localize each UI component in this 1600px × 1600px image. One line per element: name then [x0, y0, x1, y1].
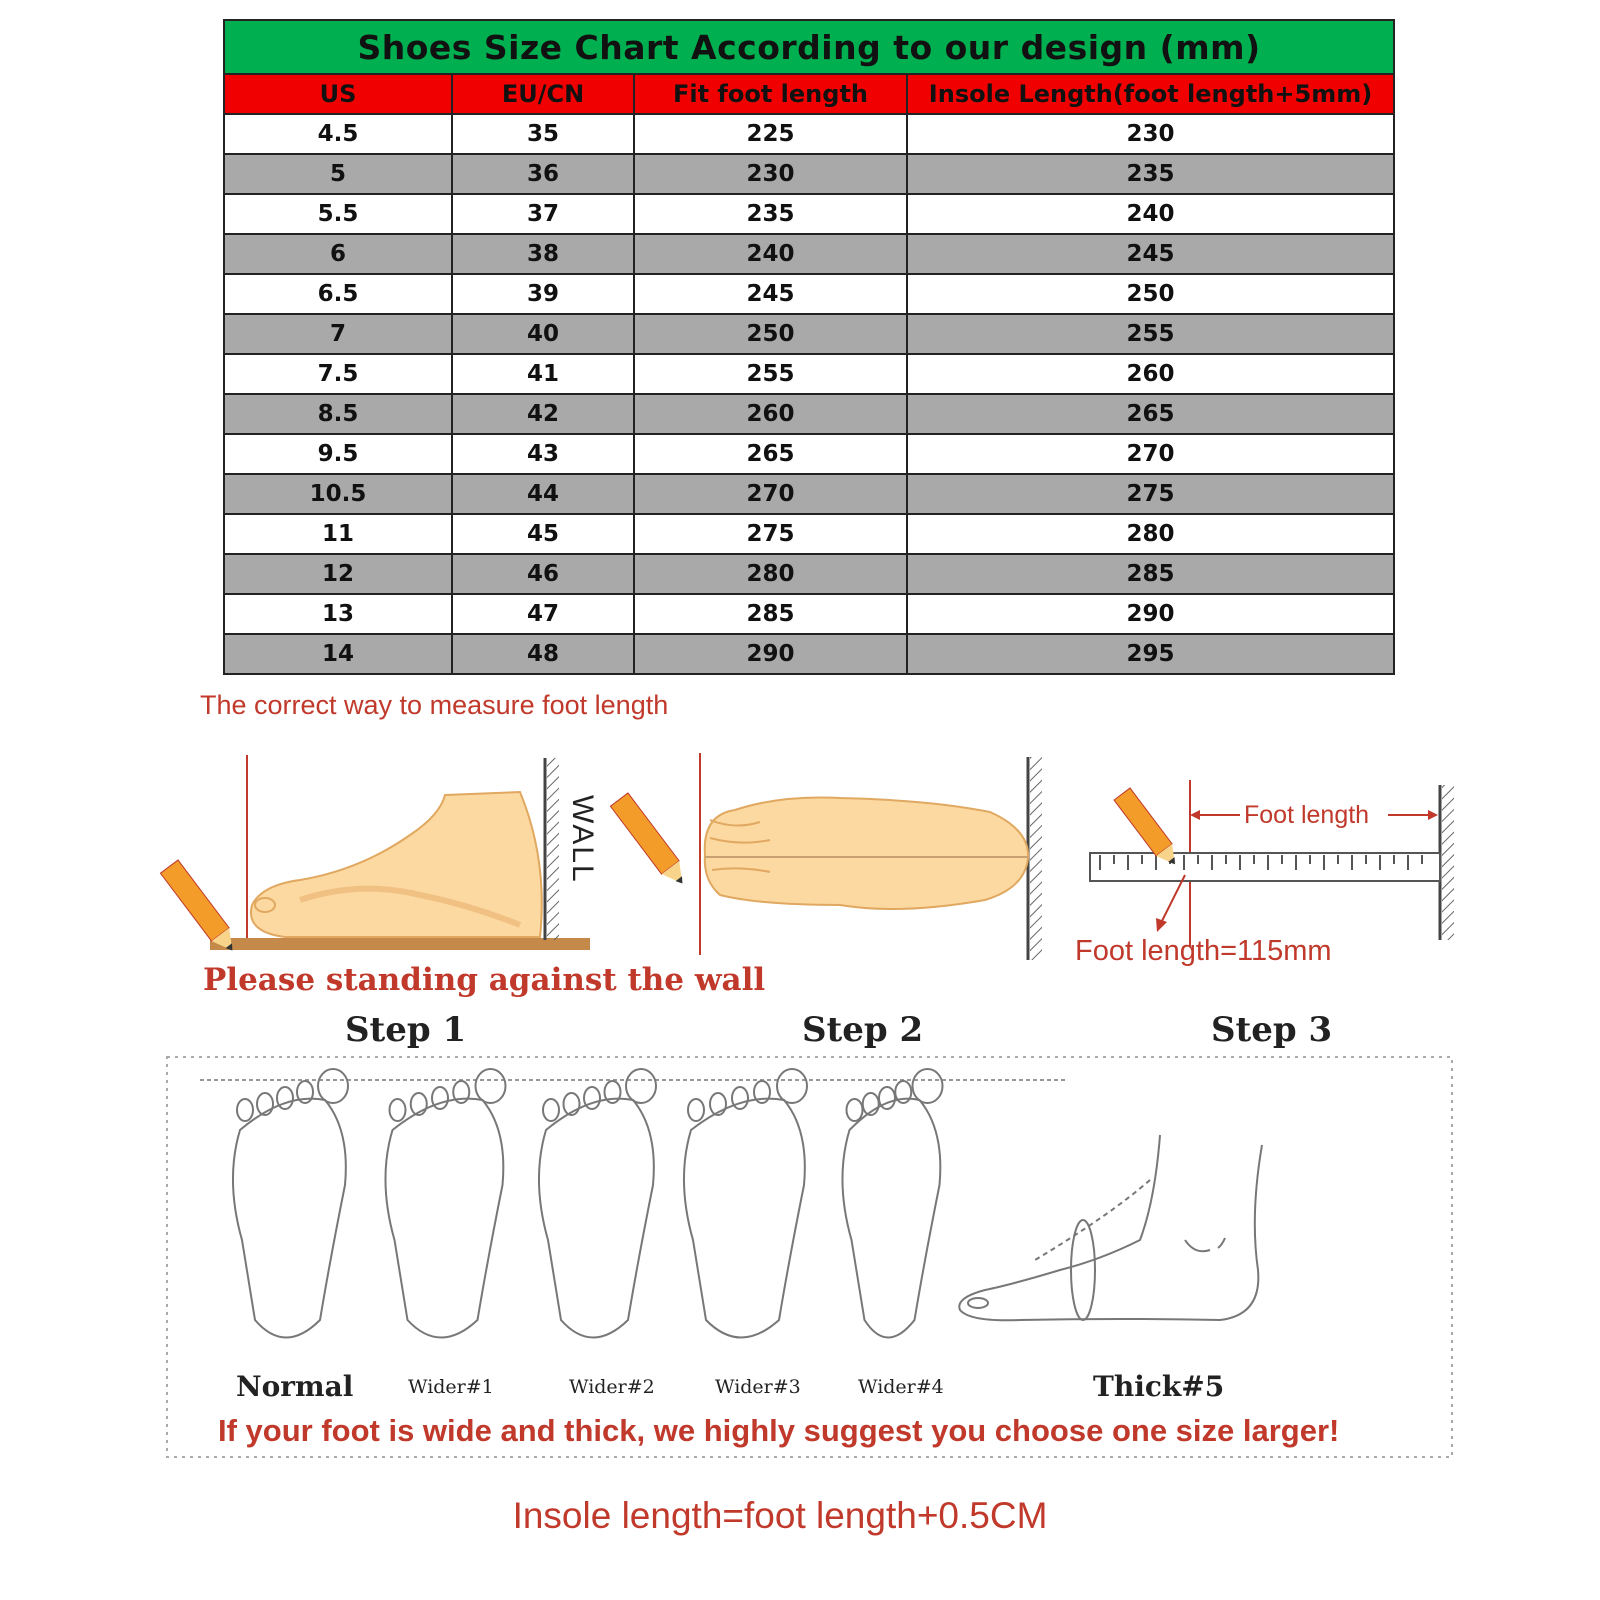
- table-cell: 245: [907, 234, 1394, 274]
- table-cell: 225: [634, 114, 907, 154]
- table-cell: 270: [634, 474, 907, 514]
- table-cell: 275: [634, 514, 907, 554]
- foot-outline-icon: [539, 1099, 654, 1338]
- table-cell: 250: [634, 314, 907, 354]
- foot-type-wider-1: Wider#1: [408, 1376, 494, 1398]
- toe-icon: [732, 1087, 748, 1109]
- table-cell: 290: [634, 634, 907, 674]
- foot-type-thick-5: Thick#5: [1093, 1370, 1225, 1403]
- measure-section-title: The correct way to measure foot length: [200, 690, 669, 720]
- foot-length-label: Foot length: [1244, 801, 1370, 829]
- table-cell: 35: [452, 114, 634, 154]
- foot-type-normal: Normal: [236, 1370, 354, 1403]
- table-cell: 45: [452, 514, 634, 554]
- column-header: Insole Length(foot length+5mm): [907, 74, 1394, 114]
- table-cell: 39: [452, 274, 634, 314]
- foot-thick-icon: [959, 1135, 1262, 1320]
- table-cell: 240: [634, 234, 907, 274]
- pencil-icon: [160, 860, 241, 957]
- wall-label: WALL: [566, 795, 599, 884]
- table-cell: 46: [452, 554, 634, 594]
- toe-icon: [237, 1099, 253, 1121]
- wall-icon: [545, 758, 559, 940]
- table-cell: 280: [907, 514, 1394, 554]
- foot-outline-icon: [385, 1099, 503, 1338]
- toe-icon: [432, 1087, 448, 1109]
- table-cell: 255: [907, 314, 1394, 354]
- toe-icon: [626, 1069, 656, 1103]
- foot-outline-icon: [684, 1099, 805, 1338]
- table-cell: 265: [634, 434, 907, 474]
- foot-length-example: Foot length=115mm: [1075, 935, 1332, 967]
- insole-footnote: Insole length=foot length+0.5CM: [512, 1495, 1048, 1536]
- table-cell: 7: [224, 314, 452, 354]
- column-header: Fit foot length: [634, 74, 907, 114]
- table-cell: 11: [224, 514, 452, 554]
- table-cell: 7.5: [224, 354, 452, 394]
- floor: [210, 938, 590, 950]
- step2-illustration: [610, 753, 1042, 960]
- toe-icon: [543, 1099, 559, 1121]
- toe-icon: [879, 1087, 895, 1109]
- table-cell: 245: [634, 274, 907, 314]
- table-cell: 6.5: [224, 274, 452, 314]
- table-cell: 5.5: [224, 194, 452, 234]
- table-cell: 44: [452, 474, 634, 514]
- pencil-icon: [610, 793, 691, 890]
- toe-icon: [584, 1087, 600, 1109]
- table-cell: 240: [907, 194, 1394, 234]
- table-cell: 280: [634, 554, 907, 594]
- table-cell: 250: [907, 274, 1394, 314]
- column-header: US: [224, 74, 452, 114]
- table-cell: 235: [907, 154, 1394, 194]
- table-cell: 9.5: [224, 434, 452, 474]
- foot-types-frame: [167, 1057, 1452, 1457]
- table-cell: 290: [907, 594, 1394, 634]
- table-cell: 12: [224, 554, 452, 594]
- table-cell: 40: [452, 314, 634, 354]
- table-cell: 48: [452, 634, 634, 674]
- table-cell: 42: [452, 394, 634, 434]
- table-cell: 37: [452, 194, 634, 234]
- toe-icon: [476, 1069, 506, 1103]
- step-3-label: Step 3: [1211, 1010, 1333, 1050]
- table-cell: 260: [907, 354, 1394, 394]
- table-cell: 235: [634, 194, 907, 234]
- toe-icon: [688, 1099, 704, 1121]
- table-cell: 265: [907, 394, 1394, 434]
- table-cell: 43: [452, 434, 634, 474]
- toe-icon: [277, 1087, 293, 1109]
- foot-outline-icon: [233, 1099, 346, 1338]
- table-cell: 270: [907, 434, 1394, 474]
- table-cell: 295: [907, 634, 1394, 674]
- table-cell: 47: [452, 594, 634, 634]
- step1-illustration: [160, 755, 590, 957]
- step-1-label: Step 1: [345, 1010, 467, 1050]
- table-cell: 230: [907, 114, 1394, 154]
- ruler-icon: [1090, 853, 1440, 881]
- wall-icon: [1440, 785, 1454, 940]
- table-cell: 13: [224, 594, 452, 634]
- toe-icon: [847, 1099, 863, 1121]
- foot-type-wider-3: Wider#3: [715, 1376, 801, 1398]
- wall-icon: [1028, 757, 1042, 960]
- table-cell: 41: [452, 354, 634, 394]
- table-cell: 38: [452, 234, 634, 274]
- step-2-label: Step 2: [802, 1010, 924, 1050]
- table-cell: 8.5: [224, 394, 452, 434]
- table-cell: 4.5: [224, 114, 452, 154]
- table-cell: 36: [452, 154, 634, 194]
- table-cell: 275: [907, 474, 1394, 514]
- table-cell: 230: [634, 154, 907, 194]
- table-cell: 285: [634, 594, 907, 634]
- standing-note: Please standing against the wall: [203, 962, 766, 998]
- size-advice: If your foot is wide and thick, we highly suggest you choose one size larger!: [218, 1413, 1340, 1448]
- foot-top-icon: [705, 798, 1028, 910]
- toe-icon: [390, 1099, 406, 1121]
- table-cell: 5: [224, 154, 452, 194]
- table-cell: 255: [634, 354, 907, 394]
- table-cell: 260: [634, 394, 907, 434]
- table-cell: 6: [224, 234, 452, 274]
- table-cell: 285: [907, 554, 1394, 594]
- chart-title: Shoes Size Chart According to our design (mm): [224, 20, 1394, 74]
- column-header: EU/CN: [452, 74, 634, 114]
- table-cell: 14: [224, 634, 452, 674]
- toe-icon: [318, 1069, 348, 1103]
- table-cell: 10.5: [224, 474, 452, 514]
- toe-icon: [777, 1069, 807, 1103]
- foot-outline-icon: [842, 1099, 940, 1338]
- foot-type-wider-4: Wider#4: [858, 1376, 944, 1398]
- foot-type-wider-2: Wider#2: [569, 1376, 655, 1398]
- toe-icon: [913, 1069, 943, 1103]
